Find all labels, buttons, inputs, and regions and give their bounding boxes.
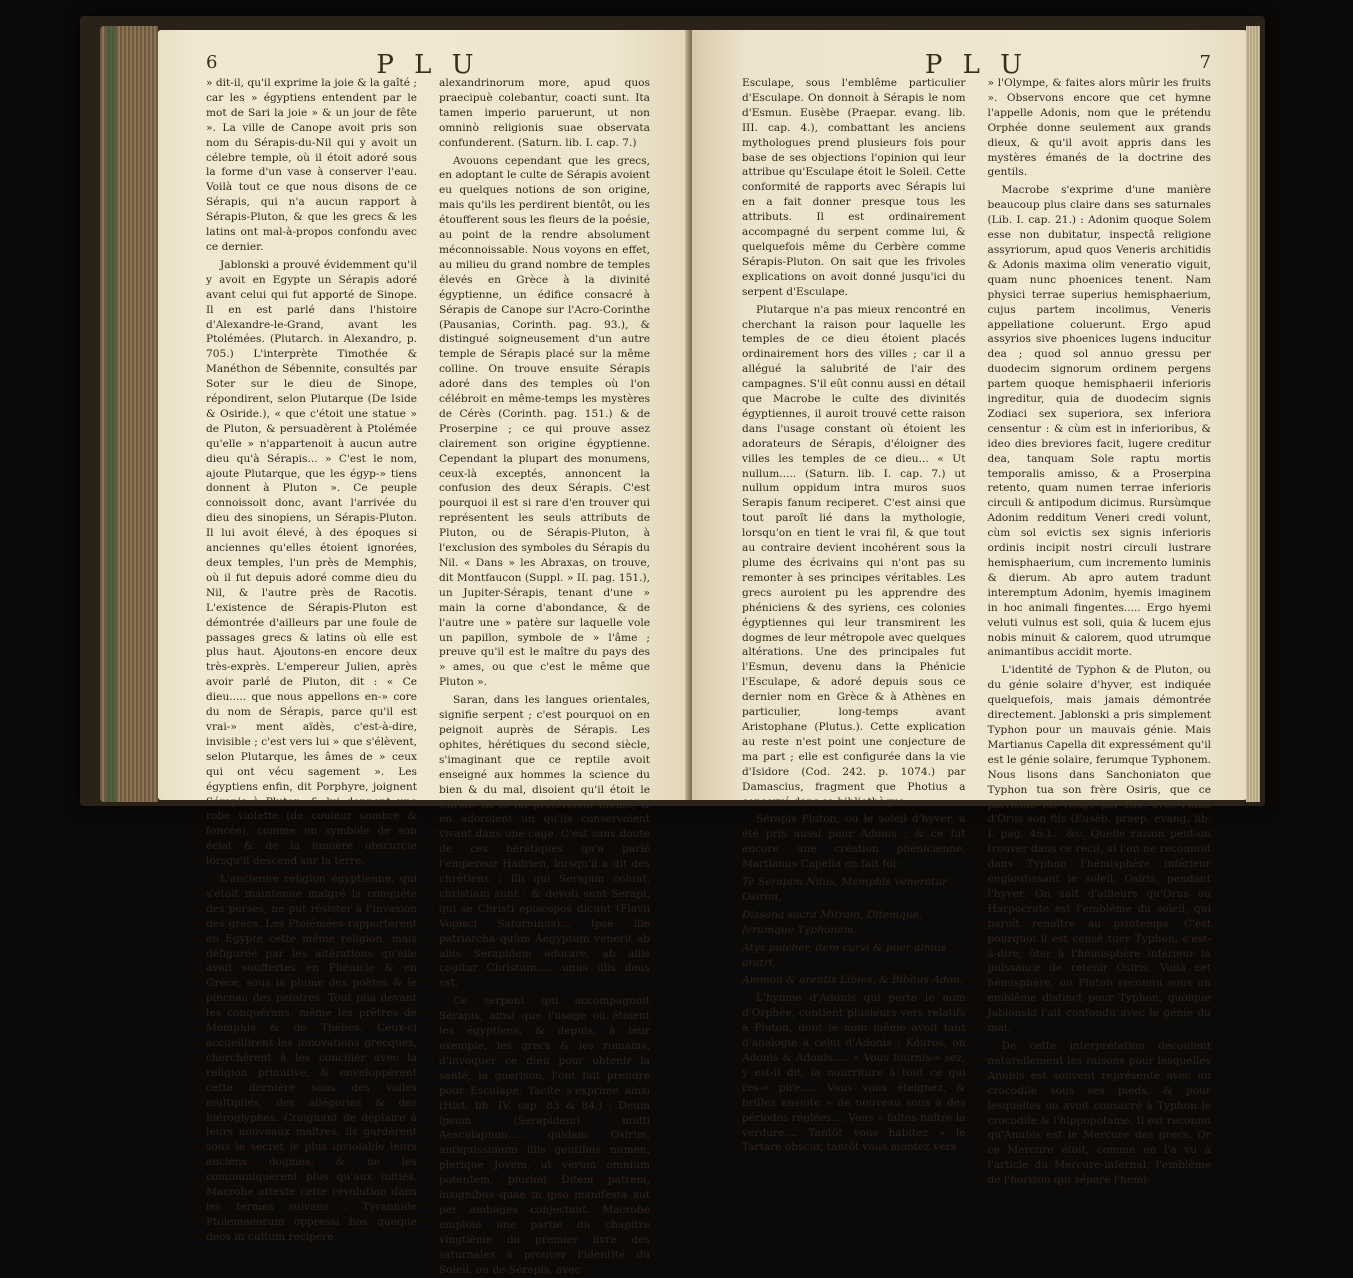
left-running-title: P L U <box>376 50 480 80</box>
left-page <box>158 30 690 1276</box>
paragraph: Ce serpent qui accompagnoit Sérapis, ainsi que l'usage où étoient les égyptiens, & depuis, à leur exemple, les grecs & les romains, d'invoquer ce dieu pour obtenir la santé, la guérison, l'ont fait prendre pour Esculape. Tacite s'exprime ainsi (Hist. lib. IV. cap. 83 & 84.) : Deum ipsum (Serapidem) multi Aesculapium..... quidam Osirim, antiquissimum illis gentibus numen, plerique Jovem, ut verum omnium potentem, plurimi Ditem patrem, insignibus quae in ipso manifesta aut per ambages conjectant. Macrobe emploie une partie du chapitre vingtième du premier livre des saturnales à prouver l'identité du Soleil, ou de Sérapis, avec <box>439 995 650 1276</box>
right-running-title: P L U <box>924 50 1029 80</box>
left-column-1 <box>206 76 417 1243</box>
paragraph: » l'Olympe, & faites alors mûrir les fruits ». Observons encore que cet hymne l'appelle Adonis, nom que le prétendu Orphée donne seulement aux grands dieux, & qu'il avoit appris dans les mystères émanés de la doctrine des gentils. <box>987 77 1211 179</box>
verse-line: Te Serapim Nilus, Memphis veneratur Osirim, <box>742 876 948 903</box>
cover-band <box>106 26 116 802</box>
right-page <box>692 30 1247 1187</box>
right-page-number: 7 <box>1199 52 1211 73</box>
paragraph: Saran, dans les langues orientales, signifie serpent ; c'est pourquoi on en peignoit auprès de Sérapis. Les ophites, hérétiques du second siècle, s'imaginant que ce reptile avoit enseigné aux hommes la science du bien & du mal, disoient qu'il étoit le Christ. Ils le lui préféroient même, & en adoroient un qu'ils conservoient vivant dans une cage. C'est sans doute de ces hérétiques qu'a parlé l'empereur Hadrien, lorsqu'il a dit des chrétiens : Illi qui Serapim colunt, christiani sunt : & devoti sunt Serapi, qui se Christi episcopos dicunt (Flavii Vopisci Saturninus)... Ipse ille patriarcha quùm Aegyptum venerit ab aliis Serapidem adorare, ab aliis cogitur Christum..... unus illis deus est. <box>439 694 650 990</box>
right-running-head <box>742 50 1211 80</box>
left-running-head <box>206 50 650 80</box>
paragraph: De cette interprétation découlent naturellement les raisons pour lesquelles Anubis est souvent représenté avec un crocodile sous ses pieds, & pour lesquelles on avoit consacré à Typhon le crocodile & l'hippopotame. Il est reconnu qu'Anubis est le Mercure des grecs. Or ce Mercure étoit, comme on l'a vu à l'article du Mercure-infernal, l'emblême de l'horizon qui sépare l'hémi- <box>987 1040 1211 1187</box>
left-column-2 <box>439 76 650 1276</box>
left-columns <box>206 76 650 1276</box>
right-column-1 <box>742 76 966 1154</box>
verse-line: Atys pulcher, item curvi & puer almus aratri, <box>742 941 947 969</box>
paragraph: » dit-il, qu'il exprime la joie & la gaîté ; car les » égyptiens entendent par le mot de Sari la joie » & un jour de fête ». La ville de Canope avoit pris son nom du Sérapis-du-Nil qui y avoit un célebre temple, où il étoit adoré sous la forme d'un vase à conserver l'eau. Voilà tout ce que nous disons de ce Sérapis, qui n'a aucun rapport à Sérapis-Pluton, & que les grecs & les latins ont mal-à-propos confondu avec ce dernier. <box>206 77 417 253</box>
paragraph: L'ancienne religion égyptienne, qui s'étoit maintenue malgré la conquête des perses, ne put résister à l'invasion des grecs. Les Ptolémées rapportèrent en Egypte cette même religion, mais défigurée par les altérations qu'elle avoit souffertes en Phénicie & en Grèce, sous la plume des poëtes & le pinceau des peintres. Tout plia devant les conquérans, même les prêtres de Memphis & de Thèbes. Ceux-ci accueillirent les innovations grecques, cherchèrent à les concilier avec la religion primitive, & enveloppèrent cette dernière sous des voiles multipliés, des allégories & des hiéroglyphes. Craignant de déplaire à leurs nouveaux maîtres, ils gardèrent sous le secret le plus inviolable leurs anciens dogmes, & ne les communiquèrent plus qu'aux initiés. Macrobe atteste cette révolution dans les termes suivans : Tyrannide Ptolemaeorum oppressi hos quoque deos in cultum recipere <box>206 873 417 1243</box>
page-edges <box>1246 26 1260 802</box>
paragraph: Macrobe s'exprime d'une manière beaucoup plus claire dans ses saturnales (Lib. I. cap. 21.) : Adonim quoque Solem esse non dubitatur, inspectâ religione assyriorum, apud quos Veneris architidis & Adonis maxima olim veneratio viguit, quam nunc phoenices tenent. Nam physici terrae superius hemisphaerium, cujus partem incolimus, Veneris appellatione coluerunt. Ergo apud assyrios sive phoenices lugens inducitur dea ; quod sol annuo gressu per duodecim signorum ordinem pergens partem quoque hemisphaerii inferioris ingreditur, quia de duodecim signis Zodiaci sex superiora, sex inferiora censentur : & cùm est in inferioribus, & ideo dies breviores facit, lugere creditur dea, tanquam Sole raptu mortis temporalis amisso, & a Proserpina retento, quam numen terrae inferioris circuli & antipodum dicimus. Rursùmque Adonim redditum Veneri credi volunt, cùm sol evictis sex signis inferioris ordinis incipit nostri circuli lustrare hemisphaerium, cum incremento luminis & dierum. Ab apro autem tradunt interemptum Adonim, hyemis imaginem in hoc animali fingentes..... Ergo hyemi veluti vulnus est soli, quia & lucem ejus nobis minuit & calorem, quod utrumque animantibus accidit morte. <box>987 184 1211 659</box>
paragraph: alexandrinorum more, apud quos praecipuè colebantur, coacti sunt. Ita tamen imperio paruerunt, ut non omninò religionis suae observata confunderent. (Saturn. lib. I. cap. 7.) <box>439 77 650 149</box>
verse-line: Dissona sacra Mitram, Ditemque, ferumque Typhonem. <box>742 908 923 936</box>
paragraph: Jablonski a prouvé évidemment qu'il y avoit en Egypte un Sérapis adoré avant celui qui fut apporté de Sinope. Il en est parlé dans l'histoire d'Alexandre-le-Grand, avant les Ptolémées. (Plutarch. in Alexandro, p. 705.) L'interprète Timothée & Manéthon de Sébennite, consultés par Soter sur le dieu de Sinope, répondirent, selon Plutarque (De Iside & Osiride.), « que c'étoit une statue » de Pluton, & persuadèrent à Ptolémée qu'elle » n'appartenoit à aucun autre dieu qu'à Sérapis... » C'est le nom, ajoute Plutarque, que les égyp-» tiens donnent à Pluton ». Ce peuple connoissoit donc, avant l'arrivée du dieu des sinopiens, un Sérapis-Pluton. Il lui avoit élevé, à des époques si anciennes qu'elles étoient ignorées, deux temples, l'un près de Memphis, où il fut depuis adoré comme dieu du Nil, & l'autre près de Racotis. L'existence de Sérapis-Pluton est démontrée d'ailleurs par une foule de passages grecs & latins où elle est plus haut. Ajoutons-en encore deux très-exprès. L'empereur Julien, après avoir parlé de Pluton, dit : « Ce dieu..... que nous appellons en-» core du nom de Sérapis, parce qu'il est vrai-» ment aïdès, c'est-à-dire, invisible ; c'est vers lui » que s'élèvent, selon Plutarque, les âmes de » ceux qui ont vécu sagement ». Les égyptiens enfin, dit Porphyre, joignent Sérapis à Pluton, & lui donnent une robe violette (de couleur sombre & foncée), comme un symbole de son éclat & de la lumière obscurcie lorsqu'il descend sur la terre. <box>206 258 417 868</box>
paragraph: Plutarque n'a pas mieux rencontré en cherchant la raison pour laquelle les temples de ce dieu étoient placés ordinairement hors des villes ; car il a allégué la salubrité de l'air des campagnes. S'il eût connu aussi en détail que Macrobe le culte des divinités égyptiennes, il auroit trouvé cette raison dans l'usage constant où étoient les adorateurs de Sérapis, d'éloigner des villes les temples de ce dieu... « Ut nullum..... (Saturn. lib. I. cap. 7.) ut nullum oppidum intra muros suos Serapis fanum reciperet. C'est ainsi que tout paroît lié dans la mythologie, lorsqu'on en tient le vrai fil, & que tout au contraire devient incohérent sous la plume des écrivains qui n'ont pas su remonter à ses principes véritables. Les grecs auroient pu les apprendre des phéniciens & des syriens, ces colonies égyptiennes qui leur transmirent les dogmes de leur métropole avec quelques altérations. Une des principales fut l'Esmun, devenu dans la Phénicie l'Esculape, & adoré depuis sous ce dernier nom en Grèce & à Athènes en particulier, long-temps avant Aristophane (Plutus.). Cette explication au reste n'est point une conjecture de ma part ; elle est configurée dans la vie d'Isidore (Cod. 242. p. 1074.) par Damascius, fragment que Photius a conservé dans sa bibliothèque. <box>742 303 966 808</box>
paragraph: Esculape, sous l'emblême particulier d'Esculape. On donnoit à Sérapis le nom d'Esmun. Eusèbe (Praepar. evang. lib. III. cap. 4.), combattant les anciens mythologues prend plusieurs fois pour base de ses objections l'opinion qui leur attribue qu'Esculape étoit le Soleil. Cette conformité de rapports avec Sérapis lui en a fait donner presque tous les attributs. Il est ordinairement accompagné du serpent comme lui, & quelquefois même du Cerbère comme Sérapis-Pluton. On sait que les frivoles explications on avoit donné jusqu'ici du serpent d'Esculape. <box>742 77 966 298</box>
verse-line: Ammon & arentis Libies, & Biblius Adon. <box>742 974 964 987</box>
paragraph: L'hymne d'Adonis qui porte le nom d'Orphée, contient plusieurs vers relatifs à Pluton, dont le nom même avoit tant d'analogie à celui d'Adonis : Kóuros, on Adonis & Adonis..... « Vous fournis-» sez, y est-il dit, la nourriture à tout ce qui res-» pire..... Vous vous éteignez, & brillez ensuite » de nouveau sous à des périodes réglées.... Vous » faites naître la verdure.... Tantôt vous habitez » le Tartare obscur, tantôt vous montez vers <box>742 992 966 1154</box>
book-spread <box>80 16 1265 1276</box>
paragraph: Sérapis Pluton, ou le soleil d'hyver, a été pris aussi pour Adonis ; & ce fut encore une création phénicienne. Martianus Capella en fait foi : <box>742 813 966 871</box>
left-page-number: 6 <box>206 52 218 73</box>
paragraph: Avouons cependant que les grecs, en adoptant le culte de Sérapis avoient eu quelques notions de son origine, mais qu'ils les perdirent bientôt, ou les étoufferent sous les fleurs de la poésie, au point de la rendre absolument méconnoissable. Nous voyons en effet, au milieu du grand nombre de temples élevés en Grèce à la divinité égyptienne, un édifice consacré à Sérapis de Canope sur l'Acro-Corinthe (Pausanias, Corinth. pag. 93.), & distingué soigneusement d'un autre temple de Sérapis placé sur la même colline. On trouve ensuite Sérapis adoré dans des temples où l'on célébroit en même-temps les mystères de Cérès (Corinth. pag. 151.) & de Proserpine ; ce qui prouve assez clairement son origine égyptienne. Cependant la plupart des monumens, ceux-là exceptés, annoncent la confusion des deux Sérapis. C'est pourquoi il est si rare d'en trouver qui représentent les seuls attributs de Pluton, ou de Sérapis-Pluton, à l'exclusion des symboles du Sérapis du Nil. « Dans » les Abraxas, on trouve, dit Montfaucon (Suppl. » II. pag. 151.), un Jupiter-Sérapis, tenant d'une » main la corne d'abondance, & de l'autre une » patère sur laquelle vole un papillon, symbole de » l'âme ; preuve qu'il est le maître du pays des » ames, ou que c'est le même que Pluton ». <box>439 154 650 689</box>
right-columns <box>742 76 1211 1187</box>
paragraph: L'identité de Typhon & de Pluton, ou du génie solaire d'hyver, est indiquée quelquefois, mais jamais démontrée directement. Jablonski a pris simplement Typhon pour un mauvais génie. Mais Martianus Capella dit expressément qu'il est le génie solaire, ferumque Typhonem. Nous lisons dans Sanchoniaton que Typhon tua son frère Osiris, que ce parricide fut vengé par Isis, avec l'aide d'Orus son fils (Eusèb. praep. evang. lib. I. pag. 46.)... &c. Quelle raison peut-on trouver dans ce récit, si l'on ne reconnoit dans Typhon l'hémisphère inférieur engloutissant le soleil, Osiris, pendant l'hyver. On sait d'ailleurs qu'Orus ou Harpocrate est l'emblême du soleil, qui paroît renaître au printemps. C'est pourquoi il est censé tuer Typhon, c'est-à-dire, ôter à l'hémisphère inférieur la puissance de retenir Osiris. Voilà cet hémisphère, ou Pluton reconnu sous un emblême distinct pour Typhon, quoique Jablonski l'ait confondu avec le génie du mal. <box>987 664 1211 1035</box>
right-column-2 <box>987 76 1212 1187</box>
